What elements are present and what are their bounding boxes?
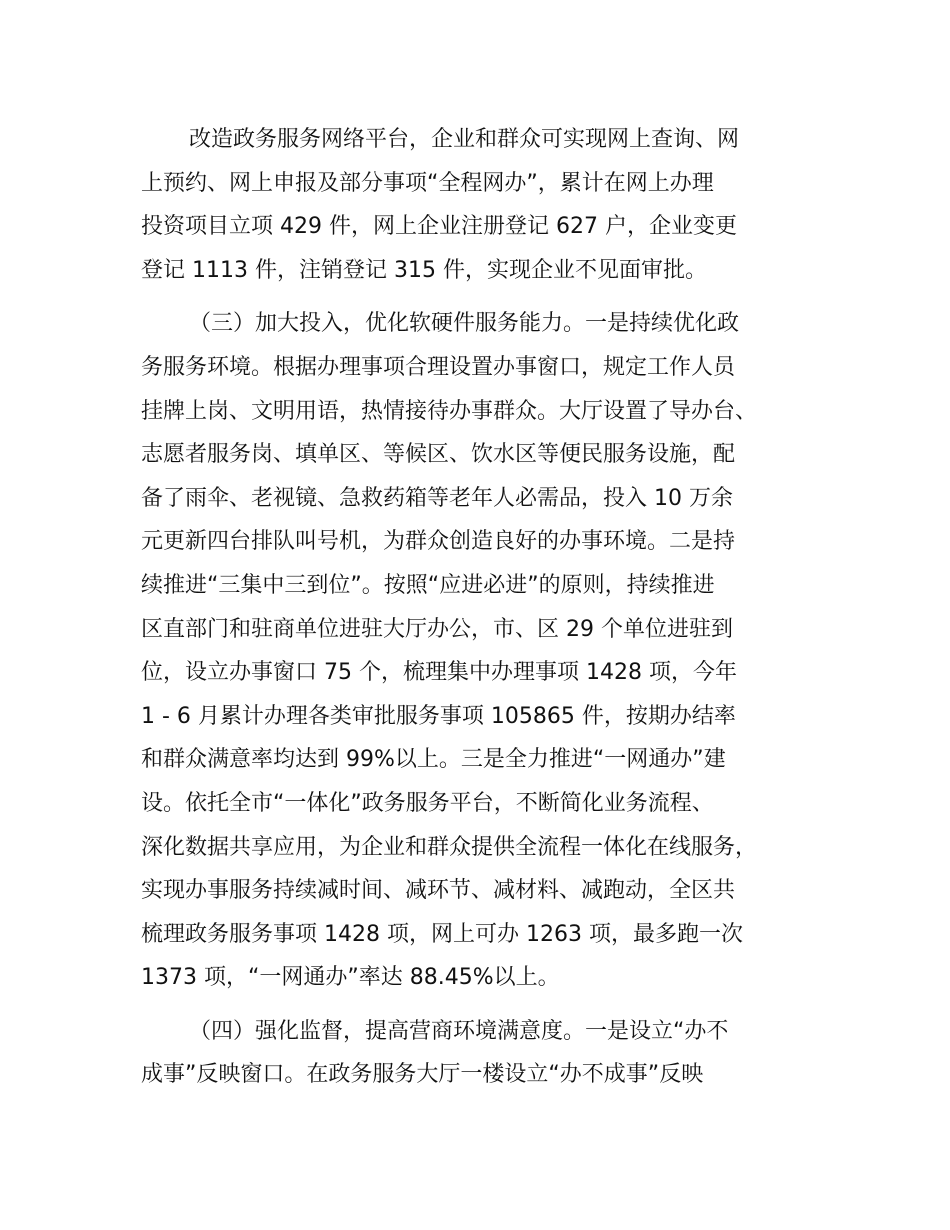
text-line: 元更新四台排队叫号机，为群众创造良好的办事环境。二是持 <box>141 529 736 555</box>
text-line: 挂牌上岗、文明用语，热情接待办事群众。大厅设置了导办台、 <box>141 398 758 424</box>
paragraph-online-platform <box>141 118 836 292</box>
text-line: 备了雨伞、老视镜、急救药箱等老年人必需品，投入 10 万余 <box>141 485 733 511</box>
paragraph-section-four <box>141 1010 836 1097</box>
text-line: （四）强化监督，提高营商环境满意度。一是设立“办不 <box>189 1018 729 1044</box>
text-line: 和群众满意率均达到 99%以上。三是全力推进“一网通办”建 <box>141 747 726 773</box>
text-line: 登记 1113 件，注销登记 315 件，实现企业不见面审批。 <box>141 257 707 283</box>
text-line: 1 - 6 月累计办理各类审批服务事项 105865 件，按期办结率 <box>141 703 736 729</box>
text-line: 投资项目立项 429 件，网上企业注册登记 627 户，企业变更 <box>141 214 737 240</box>
text-line: 位，设立办事窗口 75 个，梳理集中办理事项 1428 项，今年 <box>141 660 737 686</box>
text-line: 上预约、网上申报及部分事项“全程网办”，累计在网上办理 <box>141 170 714 196</box>
paragraph-section-three <box>141 302 836 1000</box>
text-line: 深化数据共享应用，为企业和群众提供全流程一体化在线服务， <box>141 834 758 860</box>
text-line: （三）加大投入，优化软硬件服务能力。一是持续优化政 <box>189 311 740 337</box>
text-line: 区直部门和驻商单位进驻大厅办公，市、区 29 个单位进驻到 <box>141 616 733 642</box>
text-line: 梳理政务服务事项 1428 项，网上可办 1263 项，最多跑一次 <box>141 921 743 947</box>
text-line: 成事”反映窗口。在政务服务大厅一楼设立“办不成事”反映 <box>141 1062 704 1088</box>
text-line: 志愿者服务岗、填单区、等候区、饮水区等便民服务设施，配 <box>141 442 736 468</box>
text-line: 1373 项，“一网通办”率达 88.45%以上。 <box>141 965 560 991</box>
text-line: 续推进“三集中三到位”。按照“应进必进”的原则，持续推进 <box>141 572 715 598</box>
text-line: 实现办事服务持续减时间、减环节、减材料、减跑动，全区共 <box>141 878 736 904</box>
text-line: 设。依托全市“一体化”政务服务平台，不断简化业务流程、 <box>141 790 714 816</box>
text-line: 务服务环境。根据办理事项合理设置办事窗口，规定工作人员 <box>141 354 736 380</box>
text-line: 改造政务服务网络平台，企业和群众可实现网上查询、网 <box>189 127 740 152</box>
document-body <box>141 118 836 1107</box>
